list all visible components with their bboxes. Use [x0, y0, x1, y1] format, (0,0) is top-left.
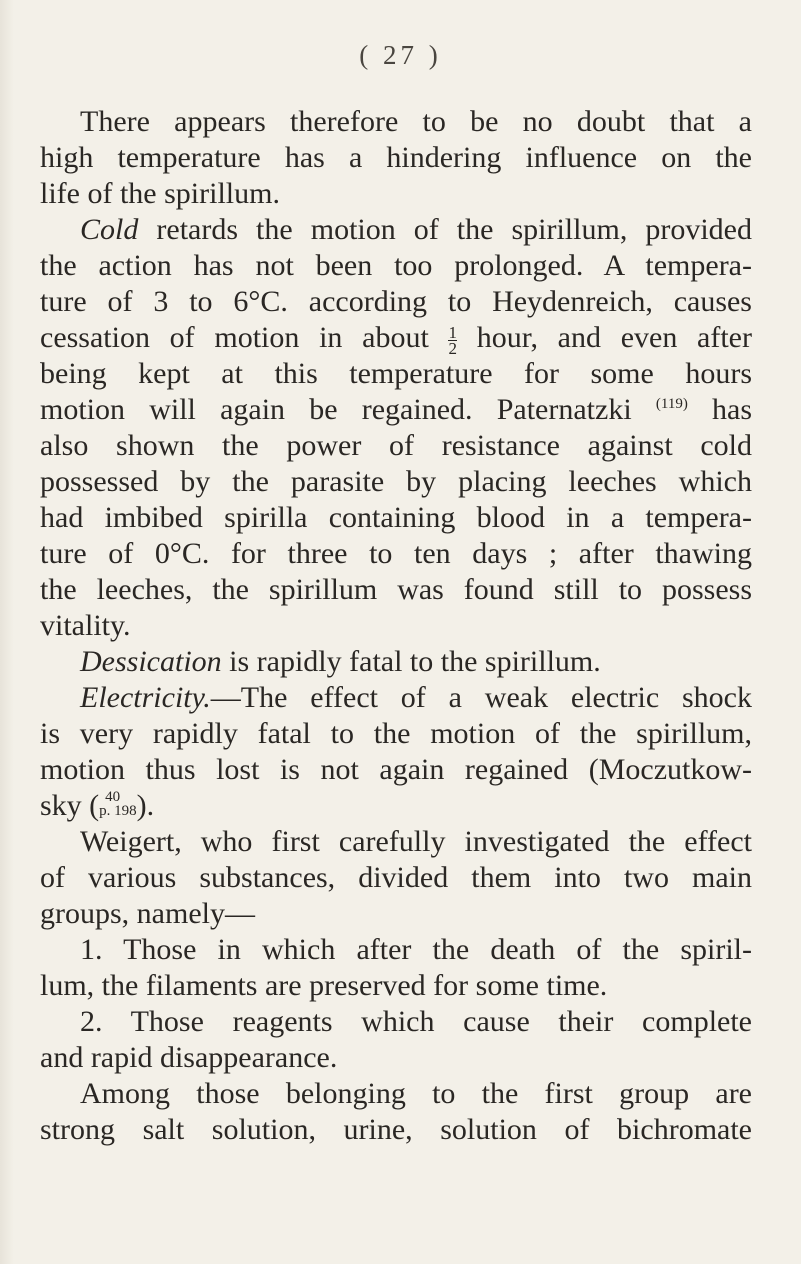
text-line: strong salt solution, urine, solution of bichromate: [40, 1113, 752, 1146]
text-line: motion will again be regained. Paternatzki $^{(119)}$ has: [40, 393, 753, 426]
text-line: the action has not been too prolonged. A tempera-: [40, 249, 752, 282]
text-line: ture of 3 to 6°C. according to Heydenreich, causes: [40, 285, 752, 318]
text-line: being kept at this temperature for some hours: [40, 357, 752, 390]
reference-citation: 40 p. 198: [99, 789, 137, 819]
text-line: Cold retards the motion of the spirillum, provided: [80, 213, 752, 246]
text-line: is very rapidly fatal to the motion of the spirillum,: [40, 717, 752, 750]
term-dessication: Dessication: [80, 645, 222, 678]
text-line: Electricity.—The effect of a weak electric shock: [80, 681, 752, 714]
term-electricity: Electricity.: [80, 681, 211, 714]
text-line: possessed by the parasite by placing leeches which: [40, 465, 752, 498]
list-item-1: 1. Those in which after the death of the spiril-: [80, 933, 752, 966]
text-line: life of the spirillum.: [40, 177, 280, 210]
text-line: lum, the filaments are preserved for some time.: [40, 969, 608, 1002]
list-item-2: 2. Those reagents which cause their complete: [80, 1005, 752, 1038]
text-line: cessation of motion in about $\frac{1}{2}$ hour, and even after: [40, 321, 752, 358]
text-line: sky ( 40 p. 198 ).: [40, 788, 154, 829]
text-line: Dessication is rapidly fatal to the spirillum.: [80, 645, 601, 678]
fraction-half: $\frac{1}{2}$: [448, 322, 457, 358]
text-line: also shown the power of resistance against cold: [40, 429, 752, 462]
text-line: Weigert, who first carefully investigated the effect: [80, 825, 752, 858]
text-line: vitality.: [40, 609, 131, 642]
text-line: and rapid disappearance.: [40, 1041, 338, 1074]
text-line: There appears therefore to be no doubt that a: [80, 105, 752, 138]
text-line: Among those belonging to the first group are: [80, 1077, 752, 1110]
text-line: the leeches, the spirillum was found still to possess: [40, 573, 752, 606]
text-line: motion thus lost is not again regained (Moczutkow-: [40, 753, 752, 786]
term-cold: Cold: [80, 213, 139, 246]
text-line: had imbibed spirilla containing blood in a tempera-: [40, 501, 752, 534]
page-gutter-shadow: [0, 0, 14, 1264]
text-line: of various substances, divided them into two main: [40, 861, 752, 894]
text-line: high temperature has a hindering influence on the: [40, 141, 752, 174]
text-line: ture of 0°C. for three to ten days ; after thawing: [40, 537, 752, 570]
page-number: ( 27 ): [359, 40, 442, 70]
text-line: groups, namely—: [40, 897, 255, 930]
reference-superscript: (119): [655, 396, 688, 412]
